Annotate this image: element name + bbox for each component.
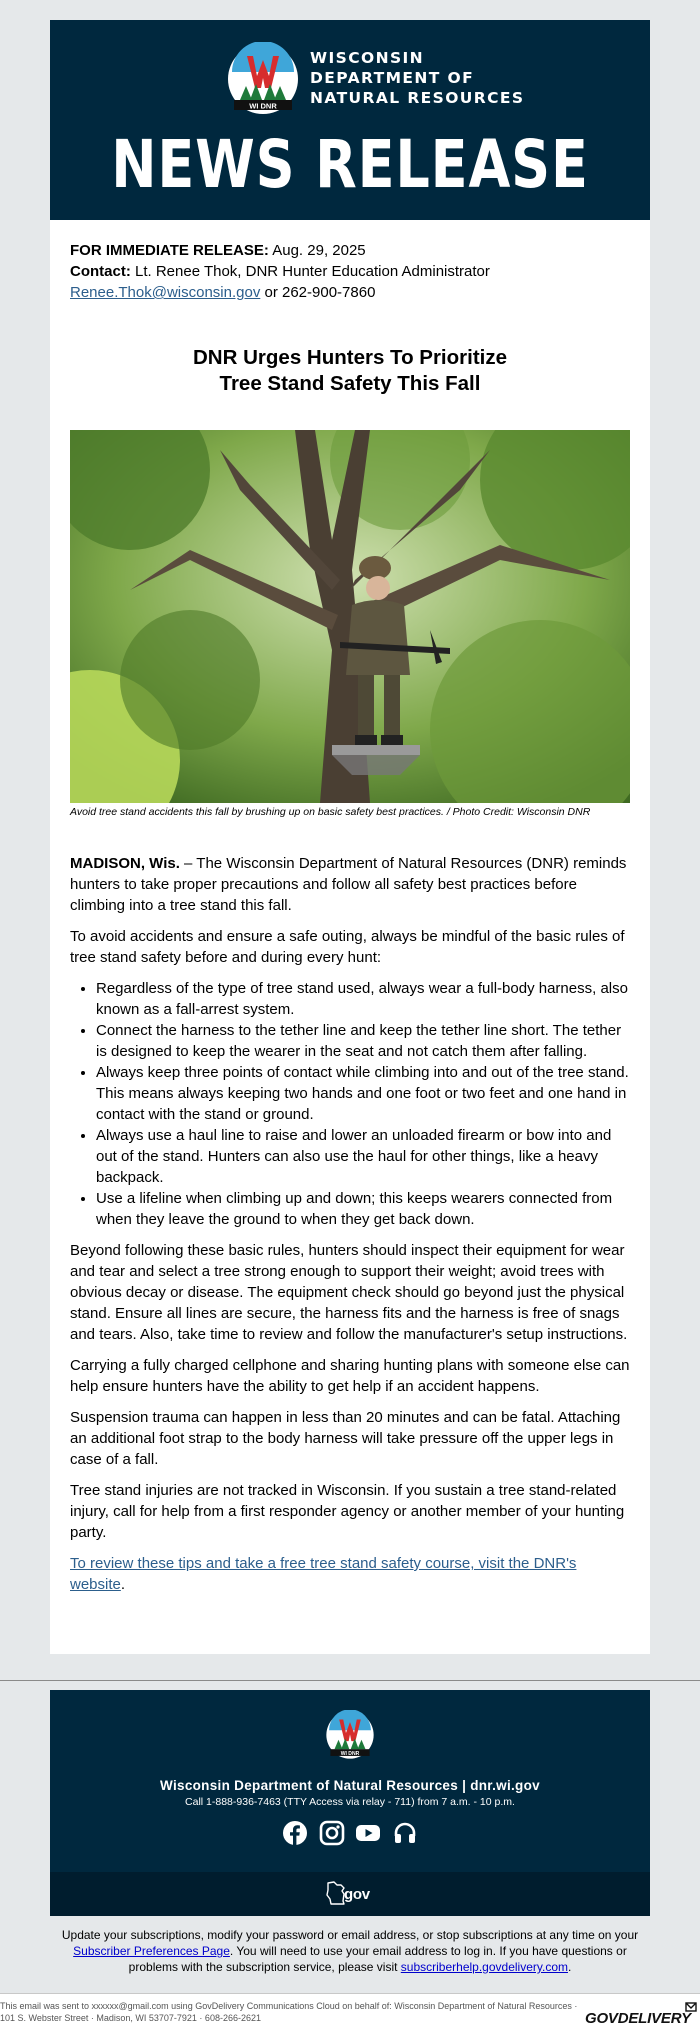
cta-paragraph bbox=[70, 1553, 630, 1595]
wi-dnr-logo bbox=[226, 42, 300, 116]
govdelivery-logo[interactable] bbox=[585, 2001, 697, 2027]
article-headline bbox=[70, 345, 630, 397]
paragraph-3: Beyond following these basic rules, hunters should inspect their equipment for wear and tear and select a tree strong enough to support their weight; avoid trees with obvious decay or disease. The equipment check should go beyond just the physical stand. Ensure all lines are secure, the harness fits and the harness is free of snags and tears. Also, take time to review and follow the manufacturer's setup instructions. bbox=[70, 1242, 628, 1343]
safety-course-link[interactable]: To review these tips and take a free tree stand safety course, visit the DNR's website bbox=[70, 1555, 577, 1593]
list-item: • Use a lifeline when climbing up and down; this keeps wearers connected from when they leave the ground to when they get back down. bbox=[96, 1188, 630, 1230]
news-release-header bbox=[50, 20, 650, 220]
footer-logo-text: WI DNR bbox=[340, 1750, 360, 1757]
fineprint-band bbox=[0, 1993, 700, 2031]
org-line-3: NATURAL RESOURCES bbox=[310, 89, 525, 107]
contact-phone: or 262-900-7860 bbox=[260, 284, 376, 301]
headline-line-2: Tree Stand Safety This Fall bbox=[219, 372, 481, 395]
paragraph-4: Carrying a fully charged cellphone and sharing hunting plans with someone else can help ensure hunters have the ability to get help if an accident happens. bbox=[70, 1357, 630, 1395]
subscription-notice bbox=[50, 1927, 650, 1975]
facebook-icon[interactable] bbox=[282, 1820, 308, 1846]
headline-line-1: DNR Urges Hunters To Prioritize bbox=[193, 346, 507, 369]
govdelivery-wordmark: GOVDELIVERY bbox=[585, 2010, 691, 2027]
list-item: • Always keep three points of contact while climbing into and out of the tree stand. This means always keeping two hands and one foot or two feet and one hand in contact with the stand or ground. bbox=[96, 1062, 630, 1125]
paragraph-5: Suspension trauma can happen in less than 20 minutes and can be fatal. Attaching an additional foot strap to the body harness will take pressure off the upper legs in case of a fall. bbox=[70, 1409, 621, 1468]
wi-dnr-footer-logo bbox=[325, 1710, 375, 1760]
wi-gov-link[interactable] bbox=[325, 1880, 379, 1908]
gov-band bbox=[50, 1872, 650, 1916]
youtube-icon[interactable] bbox=[355, 1820, 381, 1846]
contact-email-link[interactable]: Renee.Thok@wisconsin.gov bbox=[70, 284, 261, 301]
instagram-icon[interactable] bbox=[319, 1820, 345, 1846]
contact-label: Contact: bbox=[70, 263, 131, 280]
email-body-card bbox=[50, 20, 650, 1654]
org-name bbox=[310, 48, 524, 108]
footer-org: Wisconsin Department of Natural Resources | dnr.wi.gov bbox=[160, 1778, 540, 1793]
org-line-1: WISCONSIN bbox=[310, 49, 425, 67]
paragraph-6: Tree stand injuries are not tracked in Wisconsin. If you sustain a tree stand-related injury, call for help from a first responder agency or another member of your hunting party. bbox=[70, 1482, 625, 1541]
list-item: • Connect the harness to the tether line and keep the tether line short. The tether is designed to keep the wearer in the seat and not catch them after falling. bbox=[96, 1020, 630, 1062]
section-divider bbox=[0, 1680, 700, 1681]
dnr-footer bbox=[50, 1690, 650, 1880]
paragraph-2: To avoid accidents and ensure a safe outing, always be mindful of the basic rules of tree stand safety before and during every hunt: bbox=[70, 928, 625, 966]
list-item: • Regardless of the type of tree stand used, always wear a full-body harness, also known as a fall-arrest system. bbox=[96, 978, 630, 1020]
cta-end: . bbox=[120, 1576, 126, 1593]
gov-label: gov bbox=[344, 1886, 370, 1903]
safety-rules-list bbox=[70, 978, 630, 1230]
subs-text-1: Update your subscriptions, modify your password or email address, or stop subscriptions at any time on your bbox=[61, 1928, 639, 1942]
fineprint-divider bbox=[0, 1993, 700, 1994]
paragraph-1-text: – The Wisconsin Department of Natural Resources (DNR) reminds hunters to take proper precautions and follow all safety best practices before climbing into a tree stand this fall. bbox=[70, 855, 627, 914]
release-date: Aug. 29, 2025 bbox=[272, 242, 366, 259]
news-release-title: NEWS RELEASE bbox=[111, 126, 589, 203]
envelope-icon bbox=[685, 2001, 697, 2013]
dateline: MADISON, Wis. bbox=[70, 855, 180, 872]
subscriber-help-link[interactable]: subscriberhelp.govdelivery.com bbox=[400, 1960, 568, 1974]
logo-text: WI DNR bbox=[249, 101, 277, 111]
subscriber-preferences-link[interactable]: Subscriber Preferences Page bbox=[73, 1944, 230, 1958]
subs-text-2: . You will need to use your email address to log in. If you have questions or problems with the subscription service, please visit bbox=[128, 1944, 627, 1974]
contact-name: Lt. Renee Thok, DNR Hunter Education Administrator bbox=[135, 263, 490, 280]
fineprint-text: This email was sent to xxxxxx@gmail.com using GovDelivery Communications Cloud on behalf of: Wisconsin Department of Natural Resources · 101 S. Webster Street · Madison, WI 53707-7921 · 608-266-2621 bbox=[0, 2001, 578, 2023]
paragraph-1 bbox=[70, 853, 630, 916]
footer-phone: Call 1-888-936-7463 (TTY Access via relay - 711) from 7 a.m. - 10 p.m. bbox=[185, 1796, 515, 1808]
release-label: FOR IMMEDIATE RELEASE: bbox=[70, 242, 269, 259]
release-meta bbox=[70, 240, 630, 303]
list-item: • Always use a haul line to raise and lower an unloaded firearm or bow into and out of the stand. Hunters can also use the haul for other things, like a heavy backpack. bbox=[96, 1125, 630, 1188]
org-line-2: DEPARTMENT OF bbox=[310, 69, 475, 87]
article-body bbox=[70, 853, 630, 1605]
podcast-icon[interactable] bbox=[392, 1820, 418, 1846]
subs-text-3: . bbox=[567, 1960, 572, 1974]
social-links bbox=[50, 1820, 650, 1850]
hunter-tree-stand-photo bbox=[70, 430, 630, 803]
photo-caption: Avoid tree stand accidents this fall by brushing up on basic safety best practices. / Photo Credit: Wisconsin DNR bbox=[70, 806, 591, 818]
